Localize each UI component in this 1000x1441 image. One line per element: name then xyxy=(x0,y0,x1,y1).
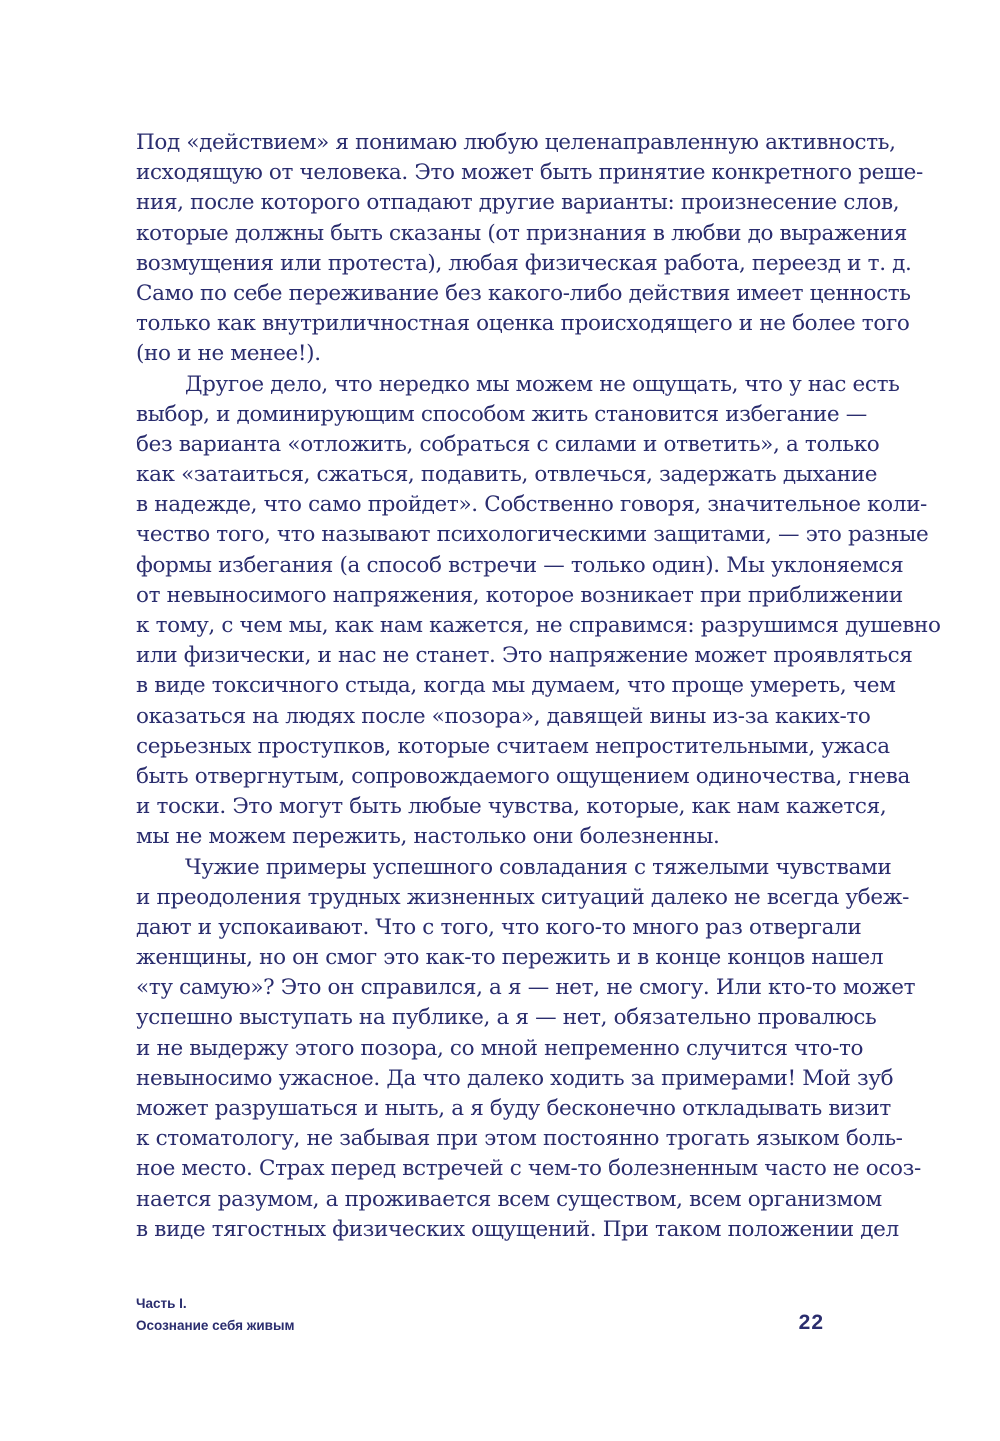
text-line: оказаться на людях после «позора», давящей вины из-за каких-то xyxy=(136,703,871,729)
text-line: дают и успокаивают. Что с того, что кого-то много раз отвергали xyxy=(136,914,862,940)
text-line: женщины, но он смог это как-то пережить и в конце концов нашел xyxy=(136,945,884,971)
text-line: без варианта «отложить, собраться с силами и ответить», а только xyxy=(136,431,880,457)
running-footer xyxy=(136,1293,294,1337)
text-line: в надежде, что само пройдет». Собственно говоря, значительное коли- xyxy=(136,492,927,518)
text-line: мы не можем пережить, настолько они болезненны. xyxy=(136,824,720,850)
text-line: ния, после которого отпадают другие варианты: произнесение слов, xyxy=(136,190,900,216)
text-line: Другое дело, что нередко мы можем не ощущать, что у нас есть xyxy=(185,371,900,397)
text-line: как «затаиться, сжаться, подавить, отвлечься, задержать дыхание xyxy=(136,462,878,488)
text-line: и тоски. Это могут быть любые чувства, которые, как нам кажется, xyxy=(136,794,887,820)
footer-section-title: Осознание себя живым xyxy=(136,1318,295,1333)
text-line: и преодоления трудных жизненных ситуаций далеко не всегда убеж- xyxy=(136,884,910,910)
text-line: выбор, и доминирующим способом жить становится избегание — xyxy=(136,401,867,427)
text-line: ное место. Страх перед встречей с чем-то болезненным часто не осоз- xyxy=(136,1156,921,1182)
text-line: исходящую от человека. Это может быть принятие конкретного реше- xyxy=(136,160,923,186)
text-line: нается разумом, а проживается всем существом, всем организмом xyxy=(136,1186,882,1212)
text-line: Под «действием» я понимаю любую целенаправленную активность, xyxy=(136,130,896,155)
text-line: к тому, с чем мы, как нам кажется, не справимся: разрушимся душевно xyxy=(136,613,941,638)
text-line: только как внутриличностная оценка происходящего и не более того xyxy=(136,311,910,337)
text-line: в виде токсичного стыда, когда мы думаем, что проще умереть, чем xyxy=(136,673,896,699)
page-number: 22 xyxy=(798,1311,824,1334)
text-line: чество того, что называют психологическими защитами, — это разные xyxy=(136,522,929,548)
text-line: к стоматологу, не забывая при этом постоянно трогать языком боль- xyxy=(136,1126,903,1152)
text-line: которые должны быть сказаны (от признания в любви до выражения xyxy=(136,220,907,246)
body-text xyxy=(136,128,941,1245)
text-line: и не выдержу этого позора, со мной непременно случится что-то xyxy=(136,1035,864,1061)
text-line: серьезных проступков, которые считаем непростительными, ужаса xyxy=(136,733,890,759)
text-line: быть отвергнутым, сопровождаемого ощущением одиночества, гнева xyxy=(136,763,910,789)
text-line: формы избегания (а способ встречи — только один). Мы уклоняемся xyxy=(136,552,904,578)
text-line: может разрушаться и ныть, а я буду бесконечно откладывать визит xyxy=(136,1096,891,1121)
text-line: невыносимо ужасное. Да что далеко ходить за примерами! Мой зуб xyxy=(136,1065,894,1091)
text-line: Чужие примеры успешного совладания с тяжелыми чувствами xyxy=(185,854,892,880)
text-line: от невыносимого напряжения, которое возникает при приближении xyxy=(136,582,903,608)
text-line: возмущения или протеста), любая физическая работа, переезд и т. д. xyxy=(136,250,912,276)
text-line: в виде тягостных физических ощущений. При таком положении дел xyxy=(136,1216,899,1242)
footer-part: Часть I. xyxy=(136,1296,187,1311)
text-line: успешно выступать на публике, а я — нет, обязательно провалюсь xyxy=(136,1005,877,1031)
text-line: Само по себе переживание без какого-либо действия имеет ценность xyxy=(136,280,911,306)
text-line: «ту самую»? Это он справился, а я — нет, не смогу. Или кто-то может xyxy=(136,975,916,1001)
text-line: или физически, и нас не станет. Это напряжение может проявляться xyxy=(136,643,913,669)
text-line: (но и не менее!). xyxy=(136,341,321,367)
